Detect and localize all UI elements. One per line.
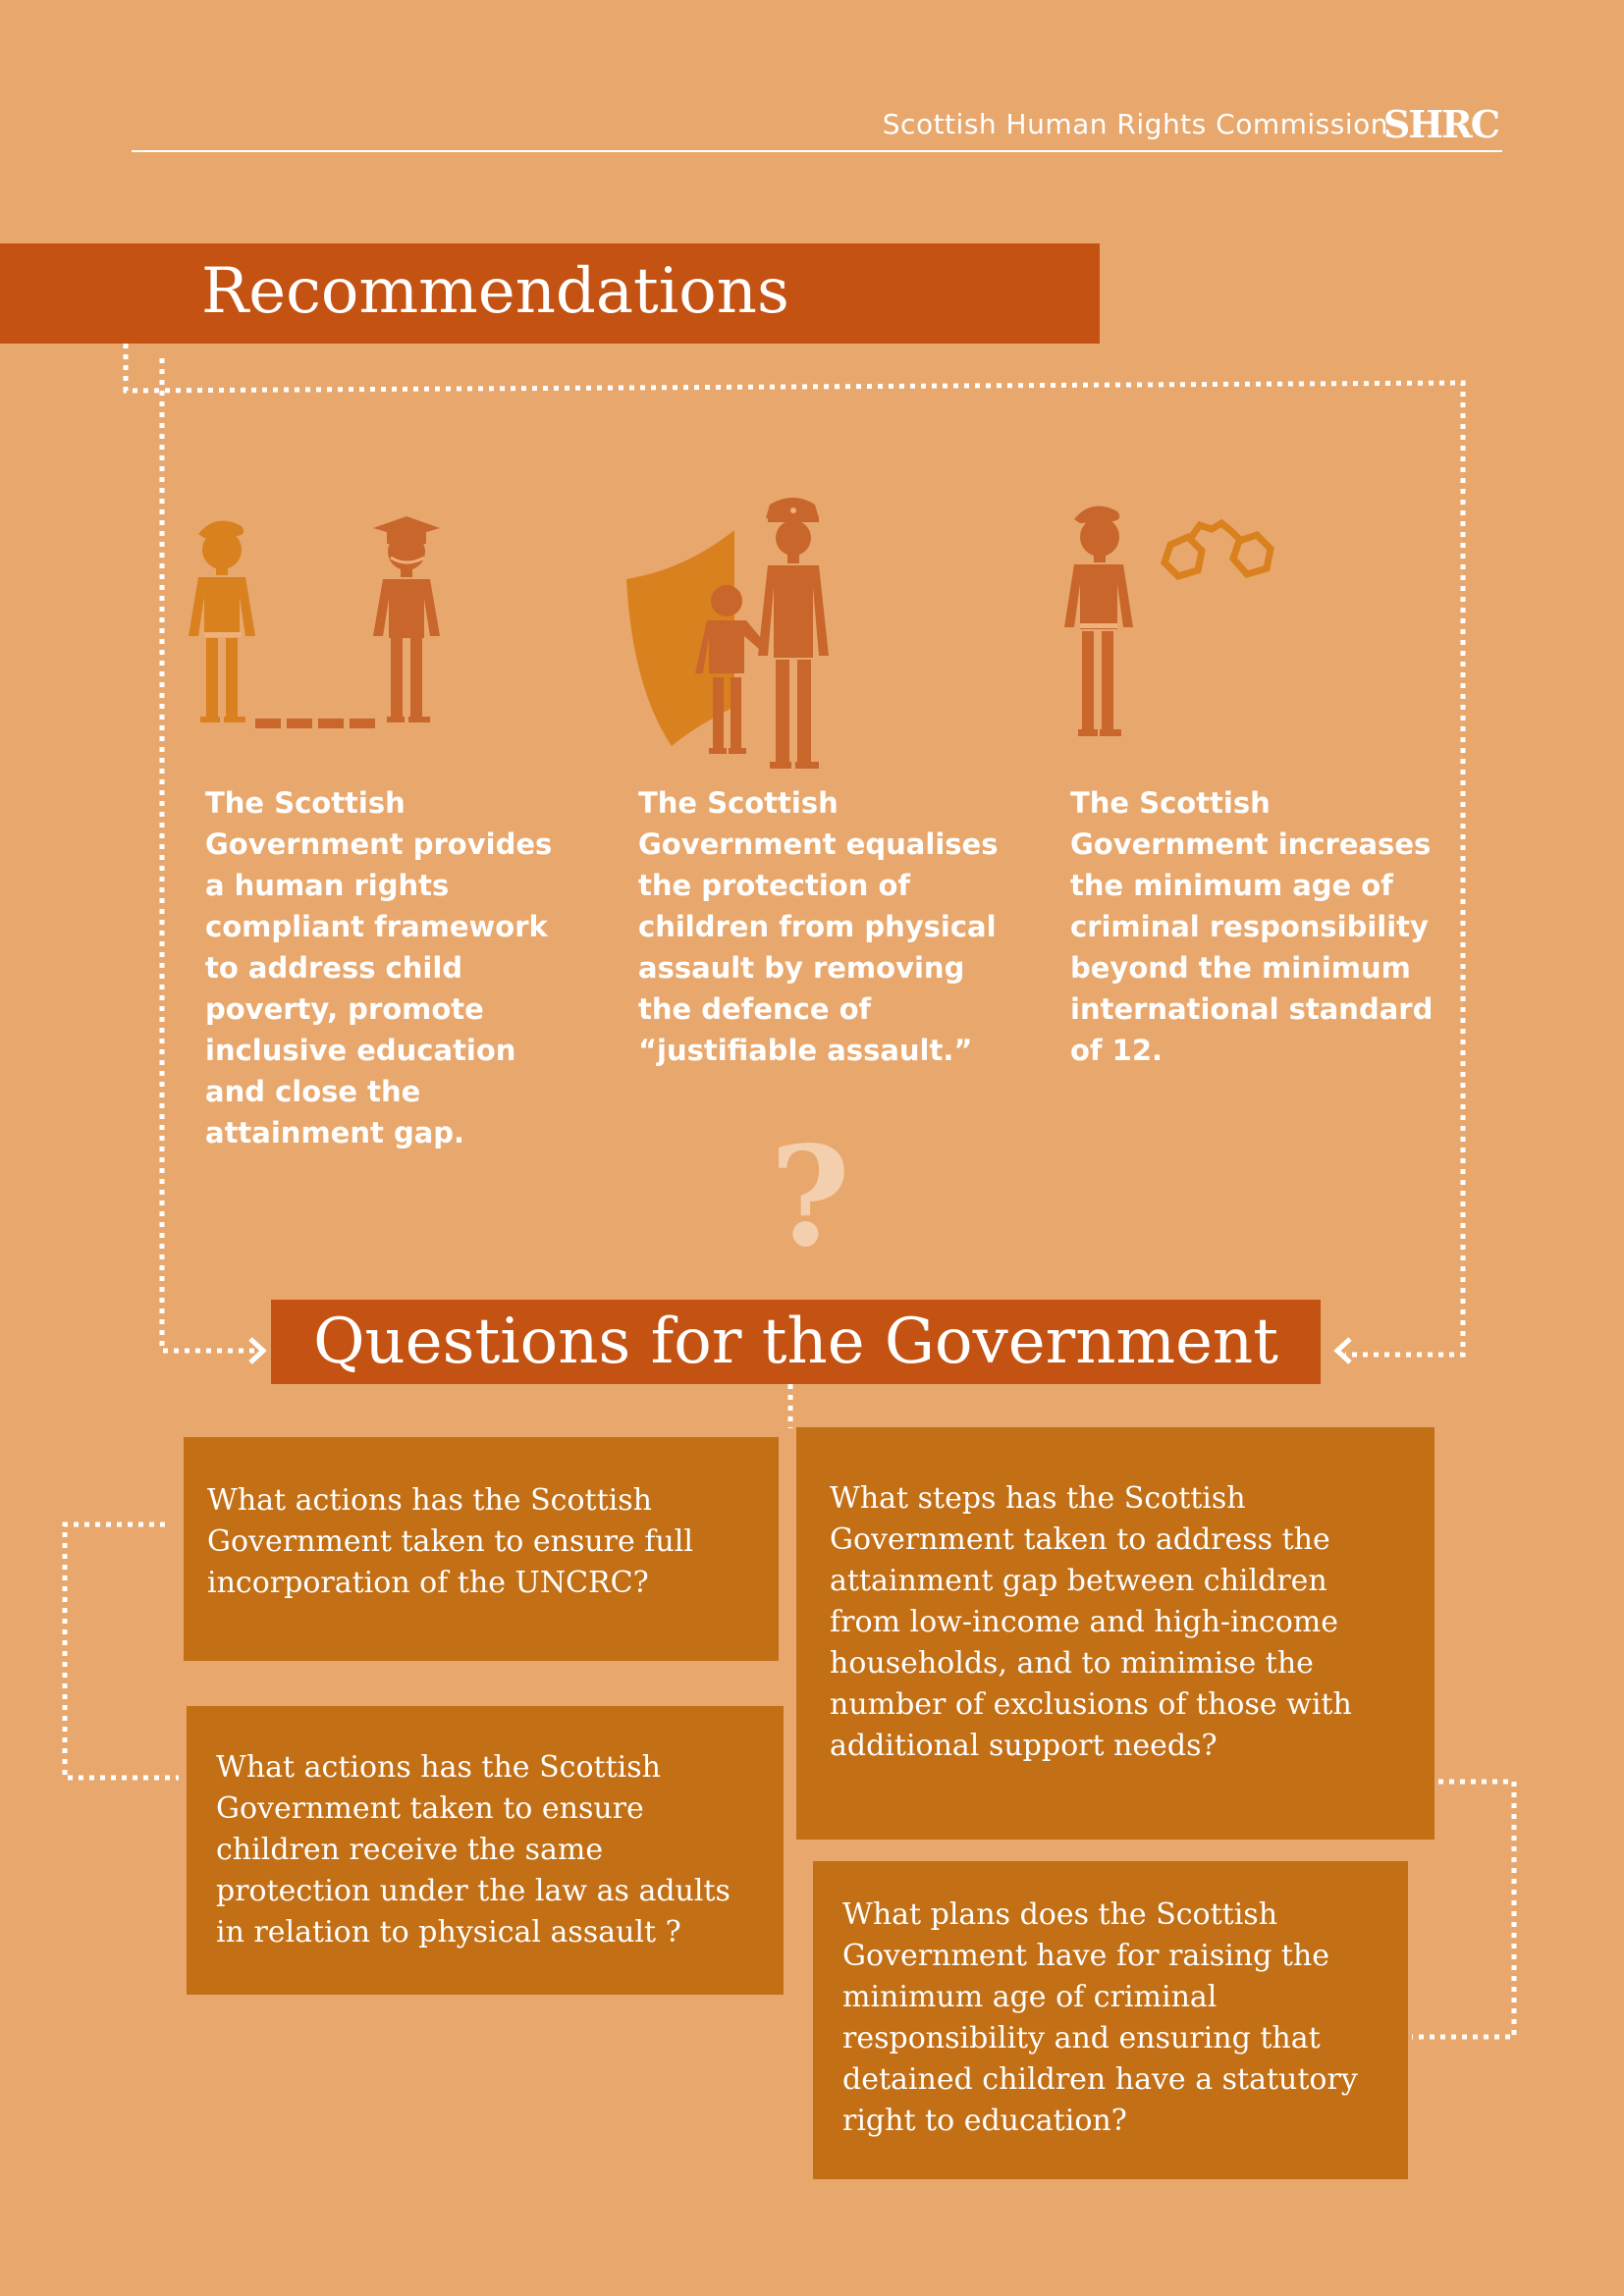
recommendation-3-text: The Scottish Government increases the minimum age of criminal responsibility beyond the minimum international standard of 12. (1070, 786, 1434, 1067)
right-arrow-head (1337, 1339, 1350, 1362)
shrc-logo: SHRC (1382, 102, 1498, 146)
questions-banner (271, 1300, 1321, 1384)
child-handcuffs-icon (1064, 496, 1290, 761)
police-shield-child-icon (621, 491, 846, 775)
left-arrow-head (250, 1339, 263, 1362)
question-4-text: What plans does the Scottish Government have for raising the minimum age of criminal responsibility and ensuring that detained children have a statutory right to education? (842, 1897, 1358, 2138)
left-questions-connector (65, 1524, 179, 1778)
question-box-1 (184, 1437, 779, 1661)
question-3-text: What steps has the Scottish Government taken to address the attainment gap between children from low-income and high-income households, and to minimise the number of exclusions of those with additional support needs? (830, 1481, 1352, 1763)
question-box-2 (187, 1706, 784, 1995)
questions-title: Questions for the Government (313, 1306, 1278, 1378)
question-box-4 (813, 1861, 1408, 2179)
children-education-gap-icon (177, 510, 471, 746)
question-1-text: What actions has the Scottish Government taken to ensure full incorporation of the UNCRC? (207, 1483, 693, 1600)
question-2-text: What actions has the Scottish Government taken to ensure children receive the same protection under the law as adults in relation to physical assault ? (216, 1750, 731, 1949)
header-divider (132, 150, 1502, 152)
recommendations-banner (0, 243, 1100, 344)
organisation-name: Scottish Human Rights Commission (882, 108, 1388, 140)
recommendation-1-text: The Scottish Government provides a human rights compliant framework to address child poverty, promote inclusive education and close the attainment gap. (205, 786, 553, 1149)
question-mark-icon: ? (770, 1117, 851, 1278)
recommendations-title: Recommendations (201, 255, 789, 328)
recommendation-2-text: The Scottish Government equalises the protection of children from physical assault by removing the defence of “justifiable assault.” (638, 786, 999, 1067)
question-box-3 (796, 1427, 1435, 1840)
